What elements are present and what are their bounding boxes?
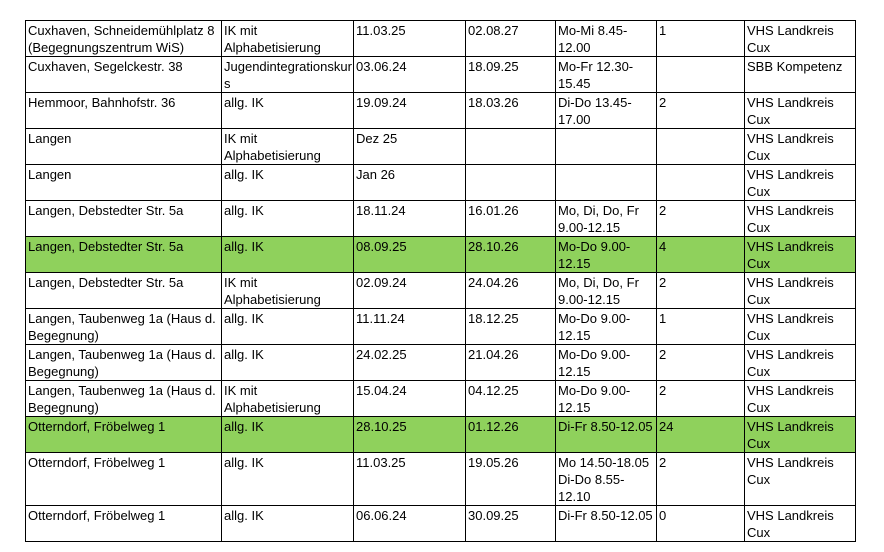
location-cell-text: Langen, Debstedter Str. 5a bbox=[28, 275, 184, 290]
course-type-cell-text: allg. IK bbox=[224, 455, 264, 470]
start-date-cell bbox=[354, 453, 466, 506]
schedule-cell bbox=[556, 417, 657, 453]
end-date-cell-text: 18.09.25 bbox=[468, 59, 519, 74]
course-type-cell-text: IK mit Alphabetisierung bbox=[224, 275, 321, 307]
course-type-cell-text: IK mit Alphabetisierung bbox=[224, 23, 321, 55]
location-cell-text: Langen, Taubenweg 1a (Haus d. Begegnung) bbox=[28, 347, 216, 379]
count-cell-text: 2 bbox=[659, 383, 667, 398]
start-date-cell-text: 11.03.25 bbox=[356, 23, 406, 38]
end-date-cell bbox=[466, 165, 556, 201]
schedule-cell-text: Di-Fr 8.50-12.05 bbox=[558, 508, 653, 523]
location-cell-text: Langen, Debstedter Str. 5a bbox=[28, 203, 184, 218]
location-cell-text: Otterndorf, Fröbelweg 1 bbox=[28, 508, 166, 523]
table-body bbox=[26, 21, 856, 542]
end-date-cell-text: 02.08.27 bbox=[468, 23, 519, 38]
location-cell bbox=[26, 201, 222, 237]
course-type-cell bbox=[222, 201, 354, 237]
provider-cell-text: VHS Landkreis Cux bbox=[747, 275, 834, 307]
location-cell bbox=[26, 237, 222, 273]
schedule-cell bbox=[556, 309, 657, 345]
count-cell bbox=[657, 506, 745, 542]
course-type-cell bbox=[222, 309, 354, 345]
table-row bbox=[26, 237, 856, 273]
table-row bbox=[26, 417, 856, 453]
start-date-cell bbox=[354, 237, 466, 273]
end-date-cell bbox=[466, 309, 556, 345]
count-cell bbox=[657, 381, 745, 417]
location-cell bbox=[26, 309, 222, 345]
table-row bbox=[26, 165, 856, 201]
schedule-cell-text: Mo 14.50-18.05 Di-Do 8.55-12.10 bbox=[558, 455, 650, 504]
schedule-cell-text: Mo, Di, Do, Fr 9.00-12.15 bbox=[558, 203, 639, 235]
provider-cell-text: VHS Landkreis Cux bbox=[747, 239, 834, 271]
course-type-cell bbox=[222, 129, 354, 165]
course-type-cell bbox=[222, 93, 354, 129]
count-cell bbox=[657, 453, 745, 506]
table-row bbox=[26, 273, 856, 309]
end-date-cell-text: 19.05.26 bbox=[468, 455, 519, 470]
course-type-cell-text: allg. IK bbox=[224, 239, 264, 254]
course-type-cell bbox=[222, 237, 354, 273]
course-type-cell bbox=[222, 506, 354, 542]
count-cell bbox=[657, 165, 745, 201]
schedule-cell bbox=[556, 21, 657, 57]
end-date-cell-text: 18.03.26 bbox=[468, 95, 519, 110]
count-cell bbox=[657, 129, 745, 165]
count-cell-text: 24 bbox=[659, 419, 674, 434]
end-date-cell-text: 30.09.25 bbox=[468, 508, 519, 523]
location-cell bbox=[26, 453, 222, 506]
count-cell bbox=[657, 57, 745, 93]
start-date-cell bbox=[354, 417, 466, 453]
start-date-cell bbox=[354, 57, 466, 93]
start-date-cell-text: 03.06.24 bbox=[356, 59, 407, 74]
provider-cell bbox=[745, 381, 856, 417]
end-date-cell bbox=[466, 453, 556, 506]
course-type-cell bbox=[222, 273, 354, 309]
provider-cell bbox=[745, 93, 856, 129]
course-type-cell-text: allg. IK bbox=[224, 167, 264, 182]
count-cell-text: 0 bbox=[659, 508, 667, 523]
end-date-cell bbox=[466, 506, 556, 542]
start-date-cell bbox=[354, 165, 466, 201]
schedule-cell-text: Mo-Mi 8.45-12.00 bbox=[558, 23, 628, 55]
provider-cell-text: SBB Kompetenz bbox=[747, 59, 843, 74]
schedule-cell bbox=[556, 57, 657, 93]
end-date-cell-text: 01.12.26 bbox=[468, 419, 519, 434]
location-cell-text: Cuxhaven, Segelckestr. 38 bbox=[28, 59, 183, 74]
course-type-cell bbox=[222, 417, 354, 453]
end-date-cell bbox=[466, 21, 556, 57]
end-date-cell bbox=[466, 201, 556, 237]
end-date-cell bbox=[466, 417, 556, 453]
provider-cell-text: VHS Landkreis Cux bbox=[747, 95, 834, 127]
location-cell bbox=[26, 57, 222, 93]
end-date-cell-text: 04.12.25 bbox=[468, 383, 519, 398]
start-date-cell-text: Dez 25 bbox=[356, 131, 398, 146]
location-cell bbox=[26, 93, 222, 129]
count-cell-text: 1 bbox=[659, 311, 667, 326]
table-row bbox=[26, 21, 856, 57]
course-type-cell bbox=[222, 381, 354, 417]
start-date-cell-text: 18.11.24 bbox=[356, 203, 406, 218]
end-date-cell-text: 24.04.26 bbox=[468, 275, 519, 290]
location-cell bbox=[26, 381, 222, 417]
start-date-cell-text: 11.11.24 bbox=[356, 311, 405, 326]
course-type-cell-text: IK mit Alphabetisierung bbox=[224, 131, 321, 163]
course-type-cell bbox=[222, 57, 354, 93]
end-date-cell bbox=[466, 57, 556, 93]
course-type-cell-text: IK mit Alphabetisierung bbox=[224, 383, 321, 415]
provider-cell bbox=[745, 129, 856, 165]
provider-cell-text: VHS Landkreis Cux bbox=[747, 383, 834, 415]
count-cell-text: 2 bbox=[659, 275, 667, 290]
count-cell bbox=[657, 21, 745, 57]
location-cell bbox=[26, 129, 222, 165]
end-date-cell-text: 16.01.26 bbox=[468, 203, 519, 218]
start-date-cell-text: 11.03.25 bbox=[356, 455, 406, 470]
start-date-cell-text: 24.02.25 bbox=[356, 347, 407, 362]
location-cell-text: Cuxhaven, Schneidemühlplatz 8 (Begegnungszentrum WiS) bbox=[28, 23, 215, 55]
count-cell bbox=[657, 345, 745, 381]
location-cell-text: Langen, Taubenweg 1a (Haus d. Begegnung) bbox=[28, 311, 216, 343]
location-cell bbox=[26, 165, 222, 201]
start-date-cell bbox=[354, 93, 466, 129]
start-date-cell bbox=[354, 309, 466, 345]
schedule-cell bbox=[556, 93, 657, 129]
schedule-cell-text: Mo-Do 9.00-12.15 bbox=[558, 383, 631, 415]
count-cell bbox=[657, 93, 745, 129]
location-cell-text: Langen, Debstedter Str. 5a bbox=[28, 239, 184, 254]
start-date-cell-text: 15.04.24 bbox=[356, 383, 407, 398]
start-date-cell-text: 28.10.25 bbox=[356, 419, 407, 434]
start-date-cell-text: 06.06.24 bbox=[356, 508, 407, 523]
provider-cell-text: VHS Landkreis Cux bbox=[747, 508, 834, 540]
table-row bbox=[26, 129, 856, 165]
provider-cell bbox=[745, 506, 856, 542]
schedule-cell-text: Mo, Di, Do, Fr 9.00-12.15 bbox=[558, 275, 639, 307]
schedule-cell bbox=[556, 453, 657, 506]
schedule-cell-text: Mo-Do 9.00-12.15 bbox=[558, 347, 631, 379]
provider-cell bbox=[745, 21, 856, 57]
schedule-cell bbox=[556, 381, 657, 417]
provider-cell-text: VHS Landkreis Cux bbox=[747, 455, 834, 487]
course-type-cell bbox=[222, 165, 354, 201]
start-date-cell-text: 02.09.24 bbox=[356, 275, 407, 290]
location-cell-text: Langen bbox=[28, 167, 72, 182]
provider-cell bbox=[745, 165, 856, 201]
course-type-cell-text: allg. IK bbox=[224, 95, 264, 110]
start-date-cell bbox=[354, 21, 466, 57]
count-cell-text: 4 bbox=[659, 239, 667, 254]
count-cell bbox=[657, 417, 745, 453]
end-date-cell bbox=[466, 129, 556, 165]
provider-cell bbox=[745, 453, 856, 506]
table-row bbox=[26, 201, 856, 237]
location-cell bbox=[26, 21, 222, 57]
count-cell bbox=[657, 273, 745, 309]
provider-cell bbox=[745, 273, 856, 309]
schedule-cell-text: Mo-Do 9.00-12.15 bbox=[558, 311, 631, 343]
location-cell-text: Hemmoor, Bahnhofstr. 36 bbox=[28, 95, 176, 110]
table-row bbox=[26, 453, 856, 506]
provider-cell-text: VHS Landkreis Cux bbox=[747, 167, 834, 199]
count-cell-text: 2 bbox=[659, 455, 667, 470]
start-date-cell bbox=[354, 129, 466, 165]
provider-cell-text: VHS Landkreis Cux bbox=[747, 347, 834, 379]
provider-cell bbox=[745, 57, 856, 93]
end-date-cell bbox=[466, 237, 556, 273]
end-date-cell bbox=[466, 273, 556, 309]
table-row bbox=[26, 381, 856, 417]
end-date-cell bbox=[466, 381, 556, 417]
end-date-cell-text: 21.04.26 bbox=[468, 347, 519, 362]
schedule-cell bbox=[556, 273, 657, 309]
location-cell-text: Otterndorf, Fröbelweg 1 bbox=[28, 419, 166, 434]
provider-cell bbox=[745, 237, 856, 273]
schedule-cell bbox=[556, 506, 657, 542]
course-type-cell-text: allg. IK bbox=[224, 311, 264, 326]
course-type-cell-text: Jugendintegrationskurs bbox=[224, 59, 352, 91]
schedule-cell bbox=[556, 165, 657, 201]
end-date-cell bbox=[466, 93, 556, 129]
end-date-cell-text: 28.10.26 bbox=[468, 239, 519, 254]
location-cell bbox=[26, 345, 222, 381]
location-cell bbox=[26, 506, 222, 542]
course-type-cell-text: allg. IK bbox=[224, 419, 264, 434]
count-cell bbox=[657, 201, 745, 237]
schedule-cell bbox=[556, 201, 657, 237]
provider-cell bbox=[745, 201, 856, 237]
provider-cell bbox=[745, 309, 856, 345]
table-row bbox=[26, 506, 856, 542]
provider-cell-text: VHS Landkreis Cux bbox=[747, 311, 834, 343]
course-type-cell-text: allg. IK bbox=[224, 203, 264, 218]
provider-cell bbox=[745, 345, 856, 381]
provider-cell bbox=[745, 417, 856, 453]
provider-cell-text: VHS Landkreis Cux bbox=[747, 203, 834, 235]
table-row bbox=[26, 345, 856, 381]
course-type-cell bbox=[222, 21, 354, 57]
schedule-cell bbox=[556, 345, 657, 381]
end-date-cell bbox=[466, 345, 556, 381]
location-cell-text: Langen, Taubenweg 1a (Haus d. Begegnung) bbox=[28, 383, 216, 415]
schedule-cell bbox=[556, 129, 657, 165]
schedule-cell-text: Di-Fr 8.50-12.05 bbox=[558, 419, 653, 434]
location-cell-text: Langen bbox=[28, 131, 72, 146]
end-date-cell-text: 18.12.25 bbox=[468, 311, 519, 326]
schedule-cell-text: Mo-Do 9.00-12.15 bbox=[558, 239, 631, 271]
count-cell bbox=[657, 309, 745, 345]
start-date-cell-text: 08.09.25 bbox=[356, 239, 407, 254]
count-cell bbox=[657, 237, 745, 273]
schedule-cell bbox=[556, 237, 657, 273]
provider-cell-text: VHS Landkreis Cux bbox=[747, 23, 834, 55]
start-date-cell-text: 19.09.24 bbox=[356, 95, 407, 110]
course-type-cell-text: allg. IK bbox=[224, 508, 264, 523]
start-date-cell bbox=[354, 273, 466, 309]
schedule-cell-text: Mo-Fr 12.30-15.45 bbox=[558, 59, 634, 91]
count-cell-text: 2 bbox=[659, 347, 667, 362]
count-cell-text: 2 bbox=[659, 95, 667, 110]
table-row bbox=[26, 57, 856, 93]
provider-cell-text: VHS Landkreis Cux bbox=[747, 419, 834, 451]
start-date-cell-text: Jan 26 bbox=[356, 167, 396, 182]
course-type-cell-text: allg. IK bbox=[224, 347, 264, 362]
course-type-cell bbox=[222, 453, 354, 506]
start-date-cell bbox=[354, 201, 466, 237]
start-date-cell bbox=[354, 506, 466, 542]
table-row bbox=[26, 93, 856, 129]
count-cell-text: 1 bbox=[659, 23, 667, 38]
table-row bbox=[26, 309, 856, 345]
provider-cell-text: VHS Landkreis Cux bbox=[747, 131, 834, 163]
location-cell bbox=[26, 417, 222, 453]
count-cell-text: 2 bbox=[659, 203, 667, 218]
location-cell-text: Otterndorf, Fröbelweg 1 bbox=[28, 455, 166, 470]
course-type-cell bbox=[222, 345, 354, 381]
course-table bbox=[25, 20, 856, 542]
start-date-cell bbox=[354, 381, 466, 417]
schedule-cell-text: Di-Do 13.45-17.00 bbox=[558, 95, 632, 127]
location-cell bbox=[26, 273, 222, 309]
start-date-cell bbox=[354, 345, 466, 381]
